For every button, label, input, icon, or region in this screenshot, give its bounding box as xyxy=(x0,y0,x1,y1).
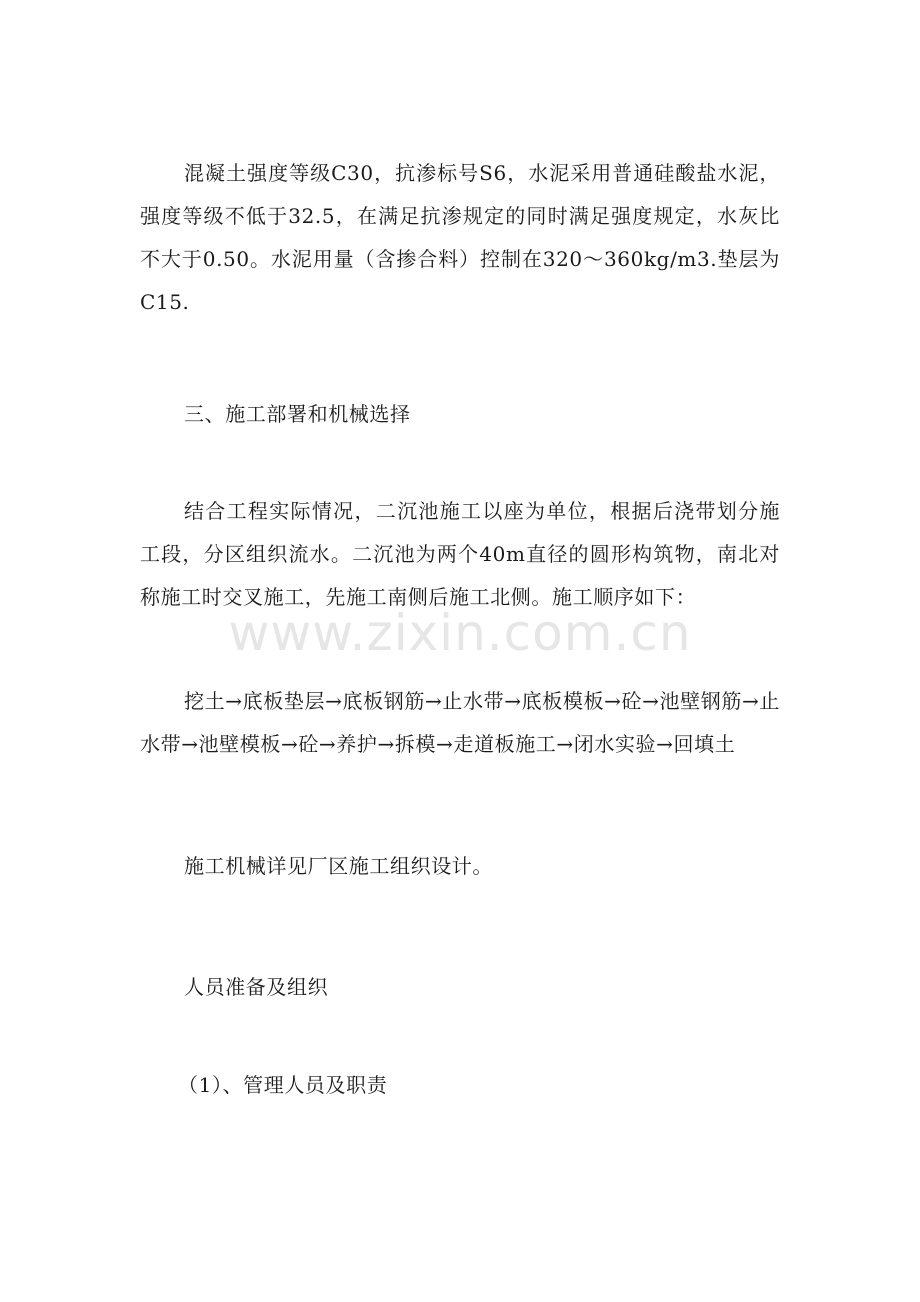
paragraph-machinery: 施工机械详见厂区施工组织设计。 xyxy=(184,854,493,878)
section-heading-deployment: 三、施工部署和机械选择 xyxy=(184,402,411,426)
heading-personnel: 人员准备及组织 xyxy=(184,975,329,999)
paragraph-deployment: 结合工程实际情况，二沉池施工以座为单位，根据后浇带划分施工段，分区组织流水。二沉池为两个40m直径的圆形构筑物，南北对称施工时交叉施工，先施工南侧后施工北侧。施工顺序如下： xyxy=(140,499,780,609)
watermark-text: www.zixin.com.cn xyxy=(228,604,692,662)
paragraph-construction-sequence: 挖土→底板垫层→底板钢筋→止水带→底板模板→砼→池壁钢筋→止水带→池壁模板→砼→养护→拆模→走道板施工→闭水实验→回填土 xyxy=(140,689,780,756)
paragraph-concrete-spec: 混凝土强度等级C30，抗渗标号S6，水泥采用普通硅酸盐水泥，强度等级不低于32.5，在满足抗渗规定的同时满足强度规定，水灰比不大于0.50。水泥用量（含掺合料）控制在320～360kg/m3.垫层为C15. xyxy=(140,161,780,314)
heading-management-staff: （1）、管理人员及职责 xyxy=(178,1073,388,1097)
